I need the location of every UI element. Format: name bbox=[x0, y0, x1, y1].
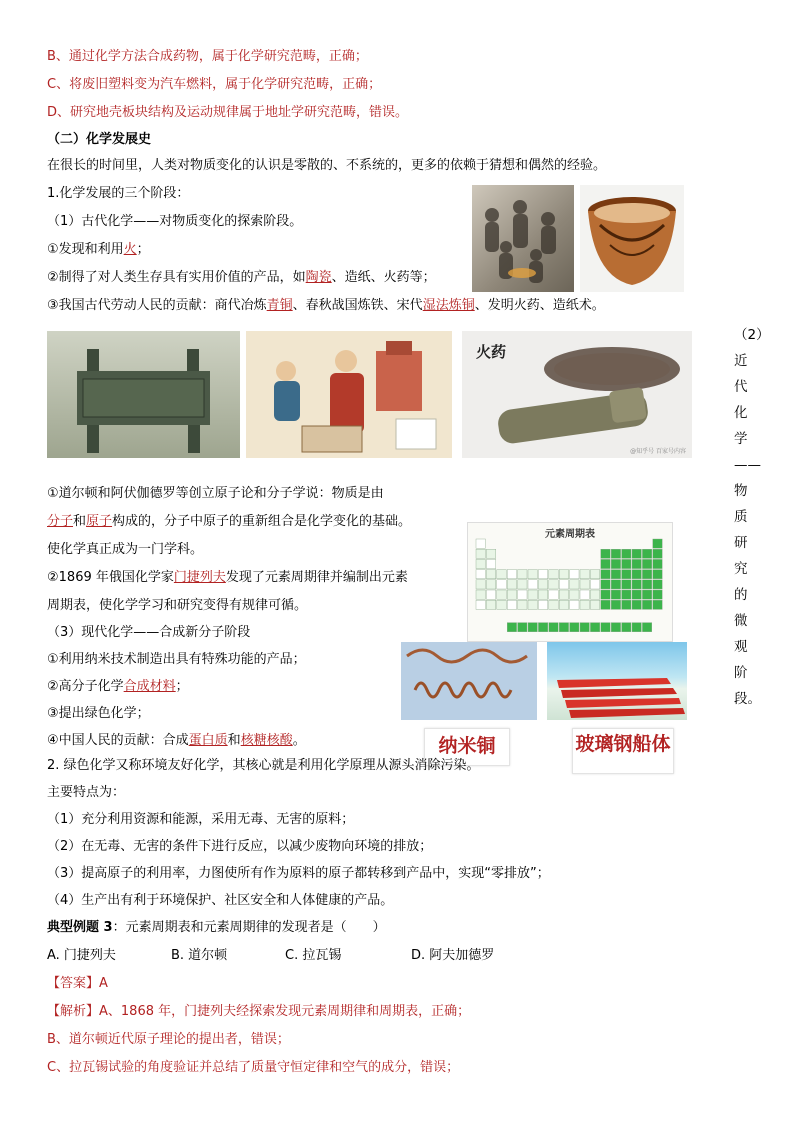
periodic-cell bbox=[476, 580, 485, 589]
periodic-cell bbox=[622, 549, 631, 558]
periodic-cell bbox=[611, 580, 620, 589]
key-term: 原子 bbox=[86, 514, 113, 529]
analysis-line-a bbox=[47, 1002, 470, 1022]
periodic-cell bbox=[486, 580, 495, 589]
modern-item-1-line-3: 使化学真正成为一门学科。 bbox=[47, 542, 204, 557]
key-term: 蛋白质 bbox=[188, 733, 228, 748]
option-b-line: B、通过化学方法合成药物，属于化学研究范畴，正确； bbox=[47, 49, 368, 64]
periodic-cell bbox=[590, 570, 599, 579]
periodic-cell bbox=[653, 549, 662, 558]
text: ③我国古代劳动人民的贡献：商代冶炼 bbox=[47, 298, 267, 313]
periodic-cell bbox=[590, 600, 599, 609]
papermaking-image bbox=[246, 331, 452, 458]
periodic-cell bbox=[518, 570, 527, 579]
periodic-cell bbox=[476, 600, 485, 609]
option-a: A. 门捷列夫 bbox=[47, 948, 116, 963]
contemporary-item-4 bbox=[47, 731, 306, 751]
modern-item-2-line-1 bbox=[47, 568, 408, 588]
periodic-cell bbox=[611, 590, 620, 599]
periodic-cell bbox=[486, 549, 495, 558]
periodic-cell bbox=[642, 600, 651, 609]
text: 、春秋战国炼铁、宋代 bbox=[292, 298, 423, 313]
periodic-cell bbox=[497, 580, 506, 589]
text: 。 bbox=[292, 733, 306, 748]
periodic-cell bbox=[642, 623, 651, 632]
periodic-cell bbox=[528, 590, 537, 599]
periodic-cell bbox=[507, 580, 516, 589]
periodic-cell bbox=[611, 549, 620, 558]
periodic-cell bbox=[642, 590, 651, 599]
periodic-cell bbox=[632, 590, 641, 599]
periodic-cell bbox=[642, 570, 651, 579]
periodic-cell bbox=[570, 580, 579, 589]
periodic-cell bbox=[632, 600, 641, 609]
question-text: ：元素周期表和元素周期律的发现者是（ ） bbox=[112, 920, 386, 935]
periodic-table-image bbox=[467, 522, 673, 642]
text: ②制得了对人类生存具有实用价值的产品，如 bbox=[47, 270, 306, 285]
key-term: 青铜 bbox=[266, 298, 293, 313]
text: 、造纸、火药等； bbox=[331, 270, 436, 285]
periodic-cell bbox=[549, 623, 558, 632]
modern-item-1-line-1: ①道尔顿和阿伏伽德罗等创立原子论和分子学说：物质是由 bbox=[47, 486, 384, 501]
periodic-cell bbox=[590, 580, 599, 589]
periodic-cell bbox=[653, 570, 662, 579]
periodic-cell bbox=[507, 600, 516, 609]
periodic-cell bbox=[642, 559, 651, 568]
periodic-cell bbox=[611, 623, 620, 632]
periodic-cell bbox=[559, 623, 568, 632]
periodic-cell bbox=[559, 580, 568, 589]
periodic-cell bbox=[476, 559, 485, 568]
periodic-cell bbox=[642, 580, 651, 589]
periodic-cell bbox=[653, 559, 662, 568]
periodic-cell bbox=[570, 570, 579, 579]
periodic-cell bbox=[601, 600, 610, 609]
periodic-cell bbox=[632, 623, 641, 632]
ancient-heading: （1）古代化学——对物质变化的探索阶段。 bbox=[47, 214, 303, 229]
feature-1: （1）充分利用资源和能源，采用无毒、无害的原料； bbox=[47, 812, 355, 827]
example-label: 典型例题 3 bbox=[47, 920, 113, 935]
periodic-cell bbox=[486, 600, 495, 609]
periodic-cell bbox=[580, 600, 589, 609]
nano-copper-image bbox=[401, 642, 537, 720]
periodic-cell bbox=[476, 549, 485, 558]
ancient-people-image bbox=[472, 185, 574, 292]
section-title: （二）化学发展史 bbox=[47, 132, 152, 147]
feature-2: （2）在无毒、无害的条件下进行反应，以减少废物向环境的排放； bbox=[47, 839, 433, 854]
text: 构成的，分子中原子的重新组合是化学变化的基础。 bbox=[112, 514, 412, 529]
periodic-cell bbox=[538, 570, 547, 579]
periodic-cell bbox=[559, 570, 568, 579]
periodic-cell bbox=[570, 623, 579, 632]
key-term: 陶瓷 bbox=[305, 270, 332, 285]
periodic-cell bbox=[476, 570, 485, 579]
ancient-item-1 bbox=[47, 240, 150, 260]
text: ； bbox=[175, 679, 189, 694]
gunpowder-image bbox=[462, 331, 692, 458]
periodic-cell bbox=[622, 600, 631, 609]
periodic-cell bbox=[559, 590, 568, 599]
periodic-cell bbox=[632, 580, 641, 589]
text: ②高分子化学 bbox=[47, 679, 124, 694]
feature-3: （3）提高原子的利用率，力图使所有作为原料的原子都转移到产品中，实现“零排放”； bbox=[47, 866, 550, 881]
text: 和 bbox=[73, 514, 87, 529]
option-b: B. 道尔顿 bbox=[171, 948, 228, 963]
periodic-cell bbox=[601, 590, 610, 599]
periodic-cell bbox=[538, 623, 547, 632]
periodic-cell bbox=[580, 623, 589, 632]
periodic-cell bbox=[653, 539, 662, 548]
modern-item-1-line-2 bbox=[47, 512, 411, 532]
periodic-cell bbox=[528, 623, 537, 632]
intro-paragraph: 在很长的时间里，人类对物质变化的认识是零散的、不系统的，更多的依赖于猜想和偶然的经验。 bbox=[47, 158, 607, 173]
periodic-cell bbox=[611, 570, 620, 579]
periodic-cell bbox=[590, 623, 599, 632]
answer-label: 【答案】 bbox=[47, 976, 100, 991]
features-heading: 主要特点为： bbox=[47, 785, 126, 800]
periodic-cell bbox=[518, 580, 527, 589]
periodic-cell bbox=[570, 590, 579, 599]
periodic-cell bbox=[497, 590, 506, 599]
periodic-cell bbox=[528, 570, 537, 579]
key-term: 核糖核酸 bbox=[240, 733, 293, 748]
periodic-cell bbox=[611, 600, 620, 609]
periodic-cell bbox=[486, 590, 495, 599]
periodic-cell bbox=[622, 559, 631, 568]
feature-4: （4）生产出有利于环境保护、社区安全和人体健康的产品。 bbox=[47, 893, 394, 908]
periodic-cell bbox=[538, 600, 547, 609]
periodic-cell bbox=[622, 623, 631, 632]
periodic-cell bbox=[601, 570, 610, 579]
periodic-cell bbox=[549, 590, 558, 599]
text: ④中国人民的贡献：合成 bbox=[47, 733, 189, 748]
ancient-item-3 bbox=[47, 296, 605, 316]
ancient-item-2 bbox=[47, 268, 436, 288]
periodic-cell bbox=[549, 600, 558, 609]
periodic-cell bbox=[486, 559, 495, 568]
periodic-cell bbox=[580, 580, 589, 589]
answer-value: A bbox=[99, 976, 108, 991]
periodic-cell bbox=[611, 559, 620, 568]
nano-copper-caption: 纳米铜 bbox=[424, 728, 510, 766]
analysis-line-b: B、道尔顿近代原子理论的提出者，错误； bbox=[47, 1032, 290, 1047]
periodic-cell bbox=[580, 570, 589, 579]
periodic-cell bbox=[570, 600, 579, 609]
fiberglass-boat-image bbox=[547, 642, 687, 720]
green-chemistry-line: 2. 绿色化学又称环境友好化学，其核心就是利用化学原理从源头消除污染。 bbox=[47, 758, 480, 773]
text: ②1869 年俄国化学家 bbox=[47, 570, 174, 585]
periodic-table-title: 元素周期表 bbox=[545, 529, 595, 540]
periodic-cell bbox=[507, 570, 516, 579]
periodic-cell bbox=[622, 570, 631, 579]
text: 、发明火药、造纸术。 bbox=[474, 298, 605, 313]
periodic-cell bbox=[507, 590, 516, 599]
periodic-cell bbox=[486, 570, 495, 579]
periodic-cell bbox=[590, 590, 599, 599]
periodic-cell bbox=[642, 549, 651, 558]
periodic-table-grid bbox=[468, 523, 672, 641]
periodic-cell bbox=[632, 570, 641, 579]
periodic-cell bbox=[497, 600, 506, 609]
periodic-cell bbox=[559, 600, 568, 609]
text: ①发现和利用 bbox=[47, 242, 124, 257]
fiberglass-boat-caption: 玻璃钢船体 bbox=[572, 728, 674, 774]
periodic-cell bbox=[476, 539, 485, 548]
modern-item-2-line-2: 周期表，使化学学习和研究变得有规律可循。 bbox=[47, 598, 308, 613]
periodic-cell bbox=[528, 580, 537, 589]
bronze-ding-image bbox=[47, 331, 240, 458]
periodic-cell bbox=[601, 549, 610, 558]
option-d: D. 阿夫加德罗 bbox=[411, 948, 495, 963]
periodic-cell bbox=[580, 590, 589, 599]
stages-heading: 1.化学发展的三个阶段： bbox=[47, 186, 190, 201]
text: ； bbox=[136, 242, 150, 257]
periodic-cell bbox=[653, 590, 662, 599]
contemporary-item-3: ③提出绿色化学； bbox=[47, 706, 150, 721]
analysis-label: 【解析】 bbox=[47, 1004, 100, 1019]
key-term: 火 bbox=[123, 242, 137, 257]
periodic-cell bbox=[622, 590, 631, 599]
modern-heading-side: （2）近代化学——物质研究的微观阶段。 bbox=[734, 327, 770, 707]
periodic-cell bbox=[632, 559, 641, 568]
periodic-cell bbox=[476, 590, 485, 599]
periodic-cell bbox=[518, 600, 527, 609]
periodic-cell bbox=[601, 623, 610, 632]
option-d-line: D、研究地壳板块结构及运动规律属于地址学研究范畴，错误。 bbox=[47, 105, 409, 120]
contemporary-item-1: ①利用纳米技术制造出具有特殊功能的产品； bbox=[47, 652, 306, 667]
example-question bbox=[47, 918, 386, 938]
answer-line bbox=[47, 974, 108, 994]
periodic-cell bbox=[653, 600, 662, 609]
analysis-a: A、1868 年，门捷列夫经探索发现元素周期律和周期表，正确； bbox=[99, 1004, 471, 1019]
option-c-line: C、将废旧塑料变为汽车燃料，属于化学研究范畴，正确； bbox=[47, 77, 382, 92]
periodic-cell bbox=[601, 559, 610, 568]
key-term: 湿法炼铜 bbox=[422, 298, 475, 313]
periodic-cell bbox=[507, 623, 516, 632]
periodic-cell bbox=[622, 580, 631, 589]
periodic-cell bbox=[538, 580, 547, 589]
text: 发现了元素周期律并编制出元素 bbox=[225, 570, 408, 585]
contemporary-heading: （3）现代化学——合成新分子阶段 bbox=[47, 625, 251, 640]
key-term: 合成材料 bbox=[123, 679, 176, 694]
pottery-bowl-image bbox=[580, 185, 684, 292]
periodic-cell bbox=[549, 580, 558, 589]
periodic-cell bbox=[601, 580, 610, 589]
periodic-cell bbox=[497, 570, 506, 579]
text: 和 bbox=[227, 733, 241, 748]
gunpowder-label: 火药 bbox=[476, 343, 507, 361]
periodic-cell bbox=[549, 570, 558, 579]
key-term: 门捷列夫 bbox=[173, 570, 226, 585]
contemporary-item-2 bbox=[47, 677, 189, 697]
analysis-line-c: C、拉瓦锡试验的角度验证并总结了质量守恒定律和空气的成分，错误； bbox=[47, 1060, 460, 1075]
periodic-cell bbox=[518, 590, 527, 599]
periodic-cell bbox=[632, 549, 641, 558]
option-c: C. 拉瓦锡 bbox=[285, 948, 342, 963]
periodic-cell bbox=[518, 623, 527, 632]
periodic-cell bbox=[528, 600, 537, 609]
key-term: 分子 bbox=[47, 514, 74, 529]
watermark: @知乎号 百家号内容 bbox=[630, 448, 686, 455]
periodic-cell bbox=[653, 580, 662, 589]
periodic-cell bbox=[538, 590, 547, 599]
